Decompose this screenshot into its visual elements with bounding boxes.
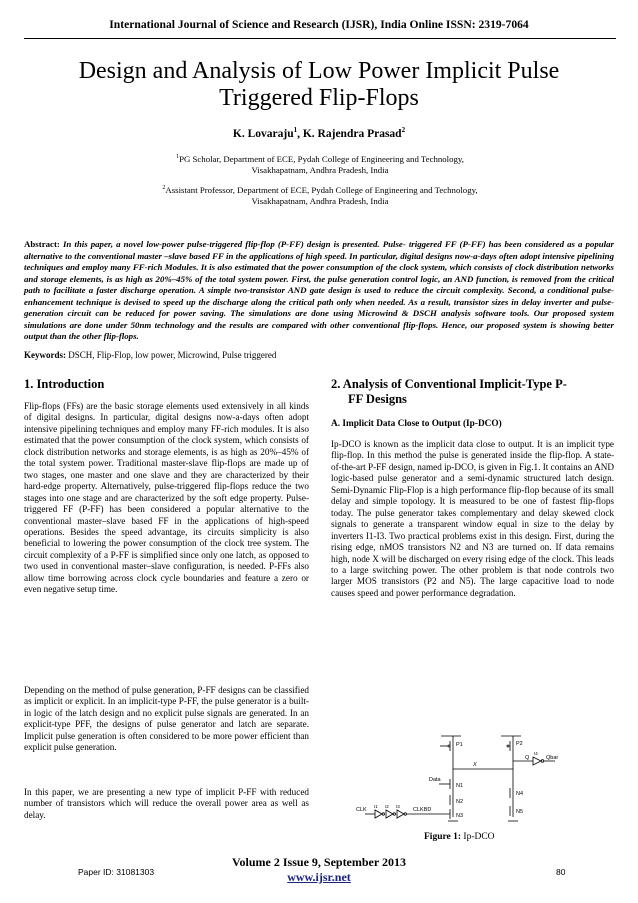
affiliation-1 [90,152,550,177]
affiliation-2 [90,183,550,208]
aff-2-line-2: Visakhapatnam, Andhra Pradesh, India [251,196,389,207]
label-data: Data [429,777,441,783]
aff-2-line-1: Assistant Professor, Department of ECE, Pydah College of Engineering and Technology, [165,184,478,195]
label-p2: P2 [516,741,523,747]
section-1-para-1: Flip-flops (FFs) are the basic storage elements used extensively in all kinds of digital designs. In particular, digital designs now-a-days often adopt intensive pipelining techniques and employ many FF-rich modules. It is also estimated that the power consumption of the clock system, which consists of clock distribution networks and storage elements, is as high as 20%–45% of the total system power. Traditional master-slave flip-flops are made up of two stages, one master and one slave and they are characterized by their hard-edge property. Alternatively, pulse-triggered flip-flops reduce the two stages into one stage and are characterized by the soft edge property. Pulse-triggered FF (P-FF) has been considered a popular alternative to the conventional master–slave based FF in the applications of high-speed operations. Besides the speed advantage, its circuits simplicity is also beneficial to lowering the power consumption of the clock tree system. The circuit complexity of a P-FF is simplified since only one latch, as opposed to two used in conventional master–slave configuration, is needed. P-FFs also allow time borrowing across clock cycle boundaries and feature a zero or even negative setup time. [24,401,309,595]
section-2-heading-line-2: FF Designs [348,392,407,406]
figure-1-text: Ip-DCO [461,832,495,842]
abstract-label: Abstract: [24,239,60,249]
section-2-para-1: Ip-DCO is known as the implicit data close to output. It is an implicit type flip-flop. In this method the pulse is generated inside the flip-flop. A state-of-the-art P-FF design, named ip-DCO, is given in Fig.1. It contains an AND logic-based pulse generator and a semi-dynamic structured latch design. Semi-Dynamic Flip-Flop is a high performance flip-flop because of its small delay and simple topology. It is measured to be one of fastest flip-flops today. The pulse generator takes complementary and delay skewed clock signals to generate a transparent window equal in size to the delay by inverters I1-I3. Two practical problems exist in this design. First, during the rising edge, nMOS transistors N2 and N3 are turned on. If data remains high, node X will be discharged on every rising edge of the clock. This leads to a large switching power. The other problem is that node controls two larger MOS transistors (P2 and N5). The large capacitive load to node causes speed and power performance degradation. [331,439,614,598]
aff-1-line-1: PG Scholar, Department of ECE, Pydah College of Engineering and Technology, [179,153,464,164]
ip-dco-schematic [355,733,577,825]
footer-page-number: 80 [556,867,566,877]
label-qbar: Qbar [546,755,559,761]
i1-inverter [375,810,382,818]
keywords [24,350,614,360]
label-i2: I2 [385,804,389,809]
section-1-para-2: Depending on the method of pulse generation, P-FF designs can be classified as implicit or explicit. In an implicit-type P-FF, the pulse generator is a built-in logic of the latch design and no explicit pulse signals are generated. In an explicit-type PFF, the designs of pulse generator and latch are separate. Implicit pulse generation is often considered to be more power efficient than explicit pulse generation. [24,685,309,753]
i3-bubble [404,813,406,815]
journal-header: International Journal of Science and Research (IJSR), India Online ISSN: 2319-7064 [109,18,529,31]
abstract-text: In this paper, a novel low-power pulse-triggered flip-flop (P-FF) design is presented. Pulse- triggered FF (P-FF) has been considered as a popular alternative to the conventional master –slave based FF in the applications of high speed. In particular, digital designs now-a-days often adopt intensive pipelining techniques and employ many FF-rich Modules. It is also estimated that the power consumption of the clock system, which consists of clock distribution networks and storage elements, is as high as 20%–45% of the total system power. First, the pulse generation control logic, an AND function, is removed from the critical path to facilitate a faster discharge operation. A simple two-transistor AND gate design is used to reduce the circuit complexity. Second, a conditional pulse-enhancement technique is devised to speed up the discharge along the critical path only when needed. As a result, transistor sizes in delay inverter and pulse-generation circuit can be reduced for power saving. The simulations are done using Microwind & DSCH analysis software tools. Our proposed system simulations are done under 50nm technology and the results are compared with other conventional flip-flops. Hence, our proposed system is showing better output than the other flip-flops. [24,239,614,342]
label-i3: I3 [396,804,400,809]
label-q: Q [525,755,530,761]
keywords-text: DSCH, Flip-Flop, low power, Microwind, Pulse triggered [68,350,277,360]
i2-bubble [393,813,395,815]
author-separator: , [297,127,303,140]
section-1-para-3: In this paper, we are presenting a new type of implicit P-FF with reduced number of transistors which will reduce the overall power area as well as delay. [24,787,309,820]
label-x: X [473,762,477,768]
label-n2: N2 [456,799,464,805]
label-clkbd: CLKBD [413,807,432,813]
p2-bubble [507,745,509,747]
i4-inverter [533,757,541,765]
footer-website-link[interactable]: www.ijsr.net [287,870,351,884]
author-1: K. Lovaraju [232,127,294,140]
header-rule [24,38,616,39]
i1-bubble [382,813,384,815]
author-list [0,126,638,140]
label-n5: N5 [516,809,524,815]
label-p1: P1 [456,742,463,748]
aff-1-sup: 1 [176,154,180,160]
author-2-sup: 2 [401,126,406,134]
label-clk: CLK [356,807,367,813]
abstract [24,239,614,343]
i3-inverter [397,810,404,818]
author-1-sup: 1 [293,126,298,134]
aff-1-line-2: Visakhapatnam, Andhra Pradesh, India [251,165,389,176]
figure-1-label: Figure 1: [424,832,462,842]
label-n4: N4 [516,791,524,797]
paper-title [40,58,598,112]
i4-bubble [541,760,544,763]
label-i1: I1 [374,804,378,809]
label-i4: I4 [534,751,538,756]
author-2: K. Rajendra Prasad [302,127,402,140]
label-n1: N1 [456,783,464,789]
footer-volume: Volume 2 Issue 9, September 2013 [231,855,406,869]
label-n3: N3 [456,813,464,819]
aff-2-sup: 2 [162,185,166,191]
section-1-heading: 1. Introduction [24,377,105,391]
p1-bubble [448,745,450,747]
figure-1-caption [424,832,495,842]
section-2-heading [331,377,614,407]
keywords-label: Keywords: [24,350,66,360]
title-line-1: Design and Analysis of Low Power Implicit Pulse [78,58,560,84]
title-line-2: Triggered Flip-Flops [219,85,419,111]
section-2-heading-line-1: 2. Analysis of Conventional Implicit-Type P- [331,377,567,391]
i2-inverter [386,810,393,818]
section-2-subheading: A. Implicit Data Close to Output (Ip-DCO) [331,419,502,429]
footer-paper-id: Paper ID: 31081303 [78,867,155,877]
